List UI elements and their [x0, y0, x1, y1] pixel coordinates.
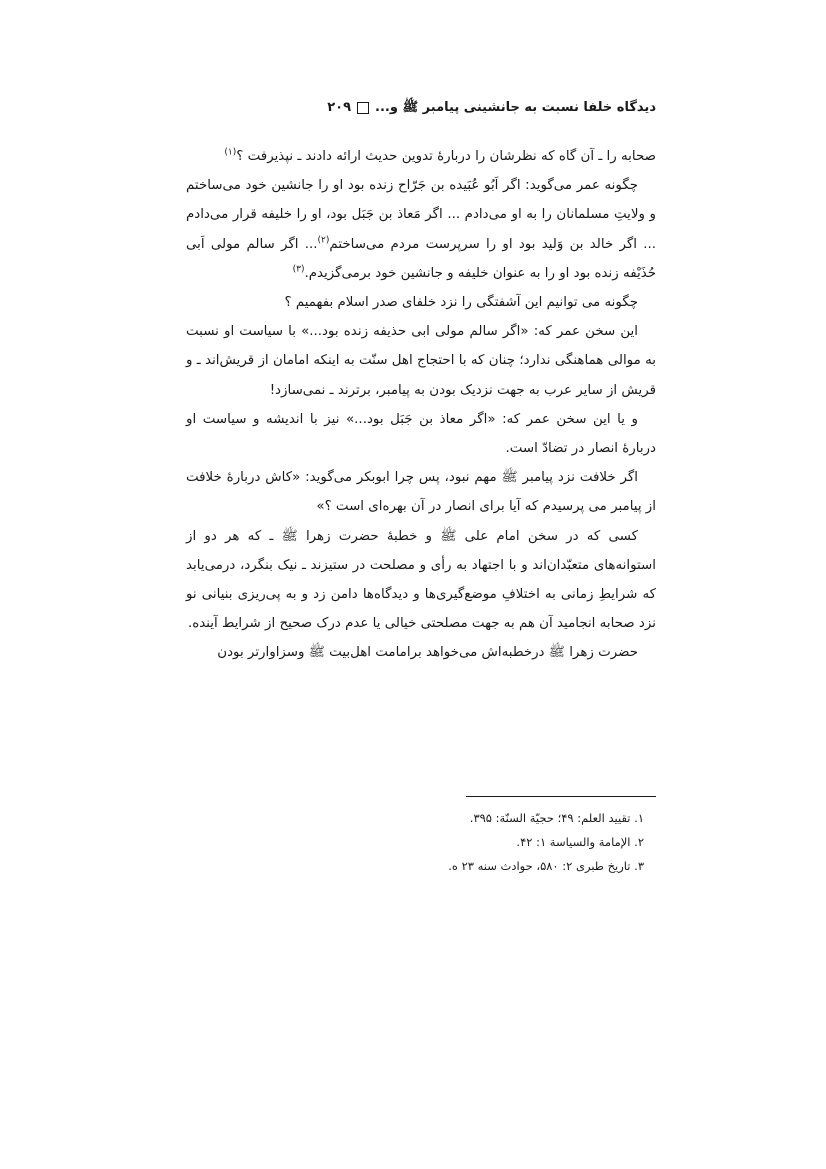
footnote-ref-2: (۲): [317, 235, 330, 246]
page-number: ۲۰۹: [327, 100, 352, 115]
footnote-3: ۳. تاریخ طبری ۲: ۵۸۰، حوادث سنه ۲۳ ه.: [448, 859, 644, 873]
footnote-2: ۲. الإمامة والسیاسة ۱: ۴۲.: [516, 835, 644, 849]
paragraph-8: حضرت زهرا ﷺ درخطبه‌اش می‌خواهد برامامت اهل‌بیت ﷺ وسزاوارتر بودن: [217, 645, 638, 661]
paragraph-5: و یا این سخن عمر که: «اگر معاذ بن جَبَل بود...» نیز با اندیشه و سیاست او دربارهٔ انصار در تضادّ است.: [186, 411, 656, 457]
paragraph-3: چگونه می توانیم این آشفتگی را نزد خلفای صدر اسلام بفهمیم ؟: [284, 295, 638, 311]
paragraph-7: کسی که در سخن امام علی ﷺ و خطبهٔ حضرت زهرا ﷺ ـ که هر دو از استوانه‌های متعبّدان‌اند و با اجتهاد به رأی و مصلحت در ستیزند ـ نیک بنگرد، درمی‌یابد که شرایطِ زمانی به اختلافِ موضع‌گیری‌ها و دیدگاه‌ها دامن زد و به پی‌ریزی بنیانی نو نزد صحابه انجامید آن هم به جهت مصلحتی خیالی یا عدم درک صحیح از شرایط آینده.: [186, 528, 656, 632]
running-title: دیدگاه خلفا نسبت به جانشینی پیامبر ﷺ و...: [375, 100, 656, 115]
footnote-ref-1: (۱): [224, 147, 237, 158]
footnote-1: ۱. تقیید العلم: ۴۹؛ حجیّة السنّة: ۳۹۵.: [469, 811, 644, 825]
paragraph-6: اگر خلافت نزد پیامبر ﷺ مهم نبود، پس چرا ابوبکر می‌گوید: «کاش دربارهٔ خلافت از پیامبر می پرسیدم که آیا برای انصار در آن بهره‌ای است ؟»: [186, 470, 656, 515]
paragraph-4: این سخن عمر که: «اگر سالم مولی ابی حذیفه زنده بود...» با سیاست او نسبت به موالی هماهنگی ندارد؛ چنان که با احتجاج اهل سنّت به اینکه امامان از قریش‌اند ـ و قریش از سایر عرب به جهت نزدیک بودن به پیامبر، برترند ـ نمی‌سازد!: [186, 324, 656, 398]
square-separator-icon: [357, 102, 369, 114]
main-text: [186, 142, 656, 668]
running-header: [170, 96, 656, 120]
footnote-divider: [466, 796, 656, 797]
paragraph-1: صحابه را ـ آن گاه که نظرشان را دربارهٔ تدوین حدیث ارائه دادند ـ نپذیرفت ؟$^{(۱)}$: [224, 147, 656, 164]
paragraph-2: چگونه عمر می‌گوید: اگر اَبُو عُبَیده بن جَرّاح زنده بود او را جانشین خود می‌ساختم و ولایتِ مسلمانان را به او می‌دادم ... اگر مَعاذ بن جَبَل بود، او را خلیفه قرار می‌دادم ... اگر خالد بن وَلید بود او را سرپرست مردم می‌ساختم$^{(۲)}$... اگر سالم مولی اَبی حُذَیْفه زنده بود او را به عنوان خلیفه و جانشین خود برمی‌گزیدم.$^{(۳)}$: [186, 178, 657, 281]
footnote-ref-3: (۳): [292, 264, 305, 275]
footnotes: [184, 806, 644, 878]
